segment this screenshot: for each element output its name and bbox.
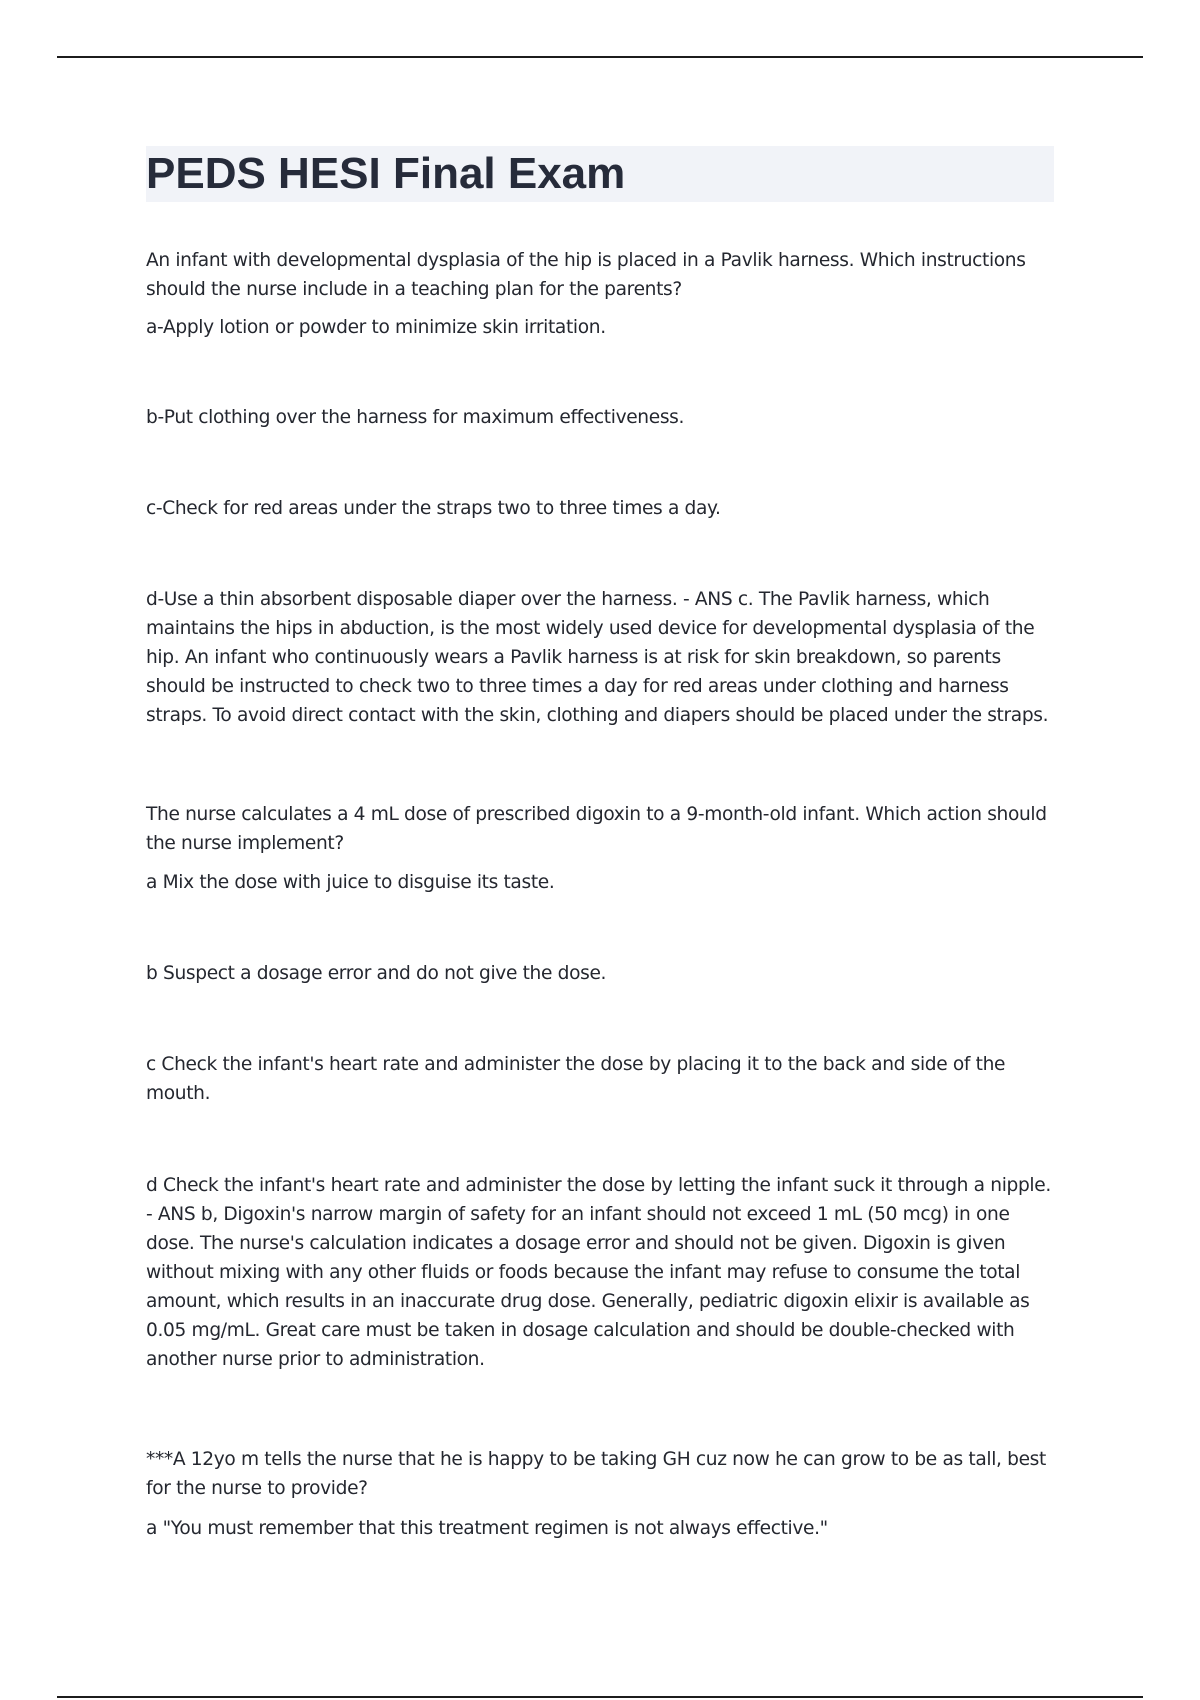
question-2-stem: The nurse calculates a 4 mL dose of prescribed digoxin to a 9-month-old infant. Which action should the nurse implement? [146, 804, 1047, 854]
question-1-option-a: a-Apply lotion or powder to minimize skin irritation. [146, 317, 606, 338]
question-2-option-d-answer: d Check the infant's heart rate and administer the dose by letting the infant suck it through a nipple. - ANS b, Digoxin's narrow margin of safety for an infant should not exceed 1 mL (50 mcg) in one dose. The nurse's calculation indicates a dosage error and should not be given. Digoxin is given without mixing with any other fluids or foods because the infant may refuse to consume the total amount, which results in an inaccurate drug dose. Generally, pediatric digoxin elixir is available as 0.05 mg/mL. Great care must be taken in dosage calculation and should be double-checked with another nurse prior to administration. [146, 1175, 1051, 1370]
question-2-option-a: a Mix the dose with juice to disguise its taste. [146, 872, 555, 893]
question-1-option-b: b-Put clothing over the harness for maximum effectiveness. [146, 407, 685, 428]
bottom-rule [57, 1696, 1143, 1698]
page-content [146, 146, 1054, 1539]
question-3-stem: ***A 12yo m tells the nurse that he is happy to be taking GH cuz now he can grow to be as tall, best for the nurse to provide? [146, 1449, 1046, 1499]
question-2-option-b: b Suspect a dosage error and do not give the dose. [146, 963, 607, 984]
top-rule [57, 56, 1143, 58]
question-1-option-c: c-Check for red areas under the straps two to three times a day. [146, 498, 721, 519]
question-2-option-c: c Check the infant's heart rate and administer the dose by placing it to the back and side of the mouth. [146, 1054, 1006, 1104]
question-1-stem: An infant with developmental dysplasia of the hip is placed in a Pavlik harness. Which instructions should the nurse include in a teaching plan for the parents? [146, 250, 1026, 300]
question-3-option-a: a "You must remember that this treatment regimen is not always effective." [146, 1518, 828, 1539]
title-bar [146, 146, 1054, 202]
question-1-option-d-answer: d-Use a thin absorbent disposable diaper over the harness. - ANS c. The Pavlik harness, which maintains the hips in abduction, is the most widely used device for developmental dysplasia of the hip. An infant who continuously wears a Pavlik harness is at risk for skin breakdown, so parents should be instructed to check two to three times a day for red areas under clothing and harness straps. To avoid direct contact with the skin, clothing and diapers should be placed under the straps. [146, 589, 1049, 726]
page-title: PEDS HESI Final Exam [146, 149, 626, 198]
